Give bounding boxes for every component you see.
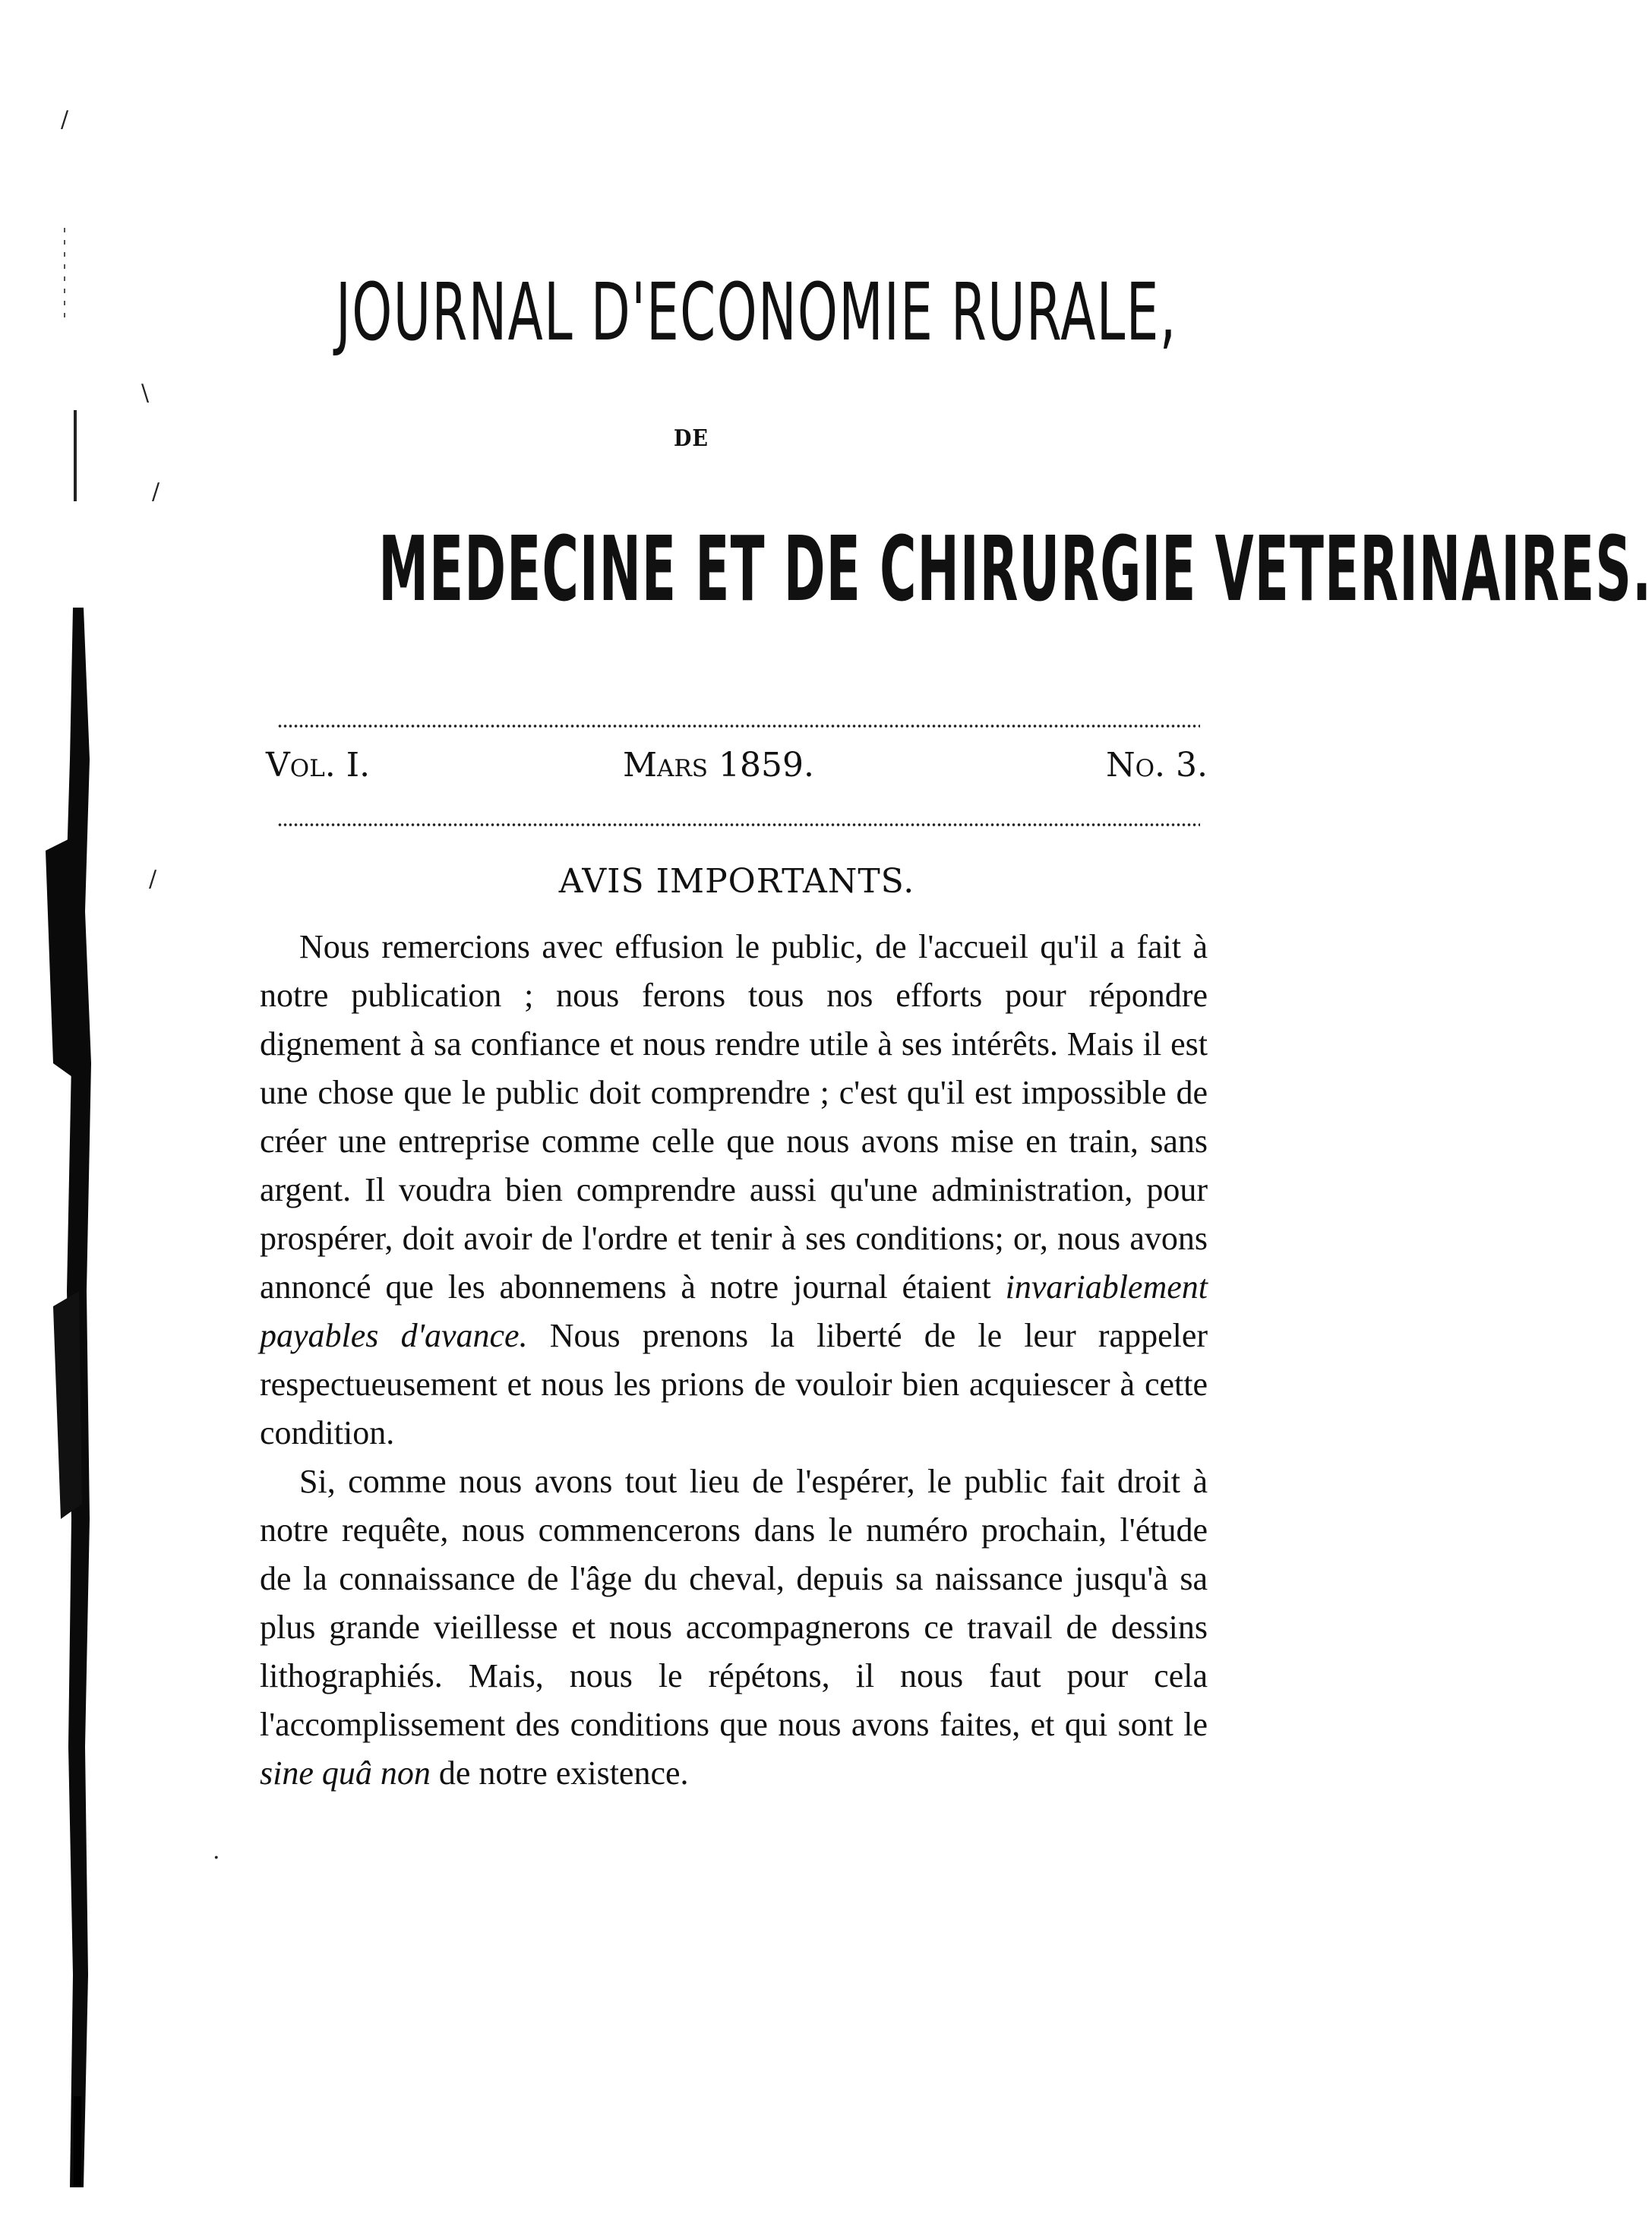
paragraph-text: Nous prenons la liberté de le leur rappeler respectueusement et nous les prions de vouloir bien acquiescer à cette condition. (260, 1317, 1208, 1451)
paragraph-text: de notre existence. (438, 1754, 689, 1792)
journal-title-line-2: MEDECINE ET DE CHIRURGIE VETERINAIRES. (378, 516, 1652, 621)
issue-number: No. 3. (1106, 746, 1208, 785)
ink-mark: . (213, 1838, 220, 1865)
issue-date: Mars 1859. (623, 746, 814, 785)
journal-title-line-1: JOURNAL D'ECONOMIE RURALE, (335, 266, 1177, 358)
binding-edge (0, 0, 122, 2220)
notice-paragraph-1 (260, 923, 1208, 1457)
notice-heading: AVIS IMPORTANTS. (558, 862, 915, 901)
emphasized-text: sine quâ non (260, 1754, 431, 1792)
notice-body (260, 923, 1208, 1798)
journal-title-connector: DE (674, 425, 709, 452)
ink-mark: / (152, 478, 160, 505)
paragraph-text: Nous remercions avec effusion le public, de l'accueil qu'il a fait à notre publication ; nous ferons tous nos efforts pour répondre dignement à sa confiance et nous rendre utile à ses intérêts. Mais il est une chose que le public doit comprendre ; c'est qu'il est impossible de créer une entreprise comme celle que nous avons mise en train, sans argent. Il voudra bien comprendre aussi qu'une administration, pour prospérer, doit avoir de l'ordre et tenir à ses conditions; or, nous avons annoncé que les abonnemens à notre journal étaient (260, 928, 1208, 1306)
dotted-rule-bottom (277, 823, 1200, 827)
ink-mark: / (61, 106, 69, 133)
ink-mark: / (149, 866, 157, 892)
volume-label: Vol. I. (266, 746, 371, 785)
emphasized-text: invariablement payables d'avance. (260, 1268, 1208, 1354)
notice-paragraph-2 (260, 1457, 1208, 1798)
issue-info (266, 746, 1208, 799)
ink-mark: \ (141, 380, 150, 406)
paragraph-text: Si, comme nous avons tout lieu de l'espérer, le public fait droit à notre requête, nous commencerons dans le numéro prochain, l'étude de la connaissance de l'âge du cheval, depuis sa naissance jusqu'à sa plus grande vieillesse et nous accompagnerons ce travail de dessins lithographiés. Mais, nous le répétons, il nous faut pour cela l'accomplissement des conditions que nous avons faites, et qui sont le (260, 1463, 1208, 1743)
dotted-rule-top (277, 724, 1200, 728)
